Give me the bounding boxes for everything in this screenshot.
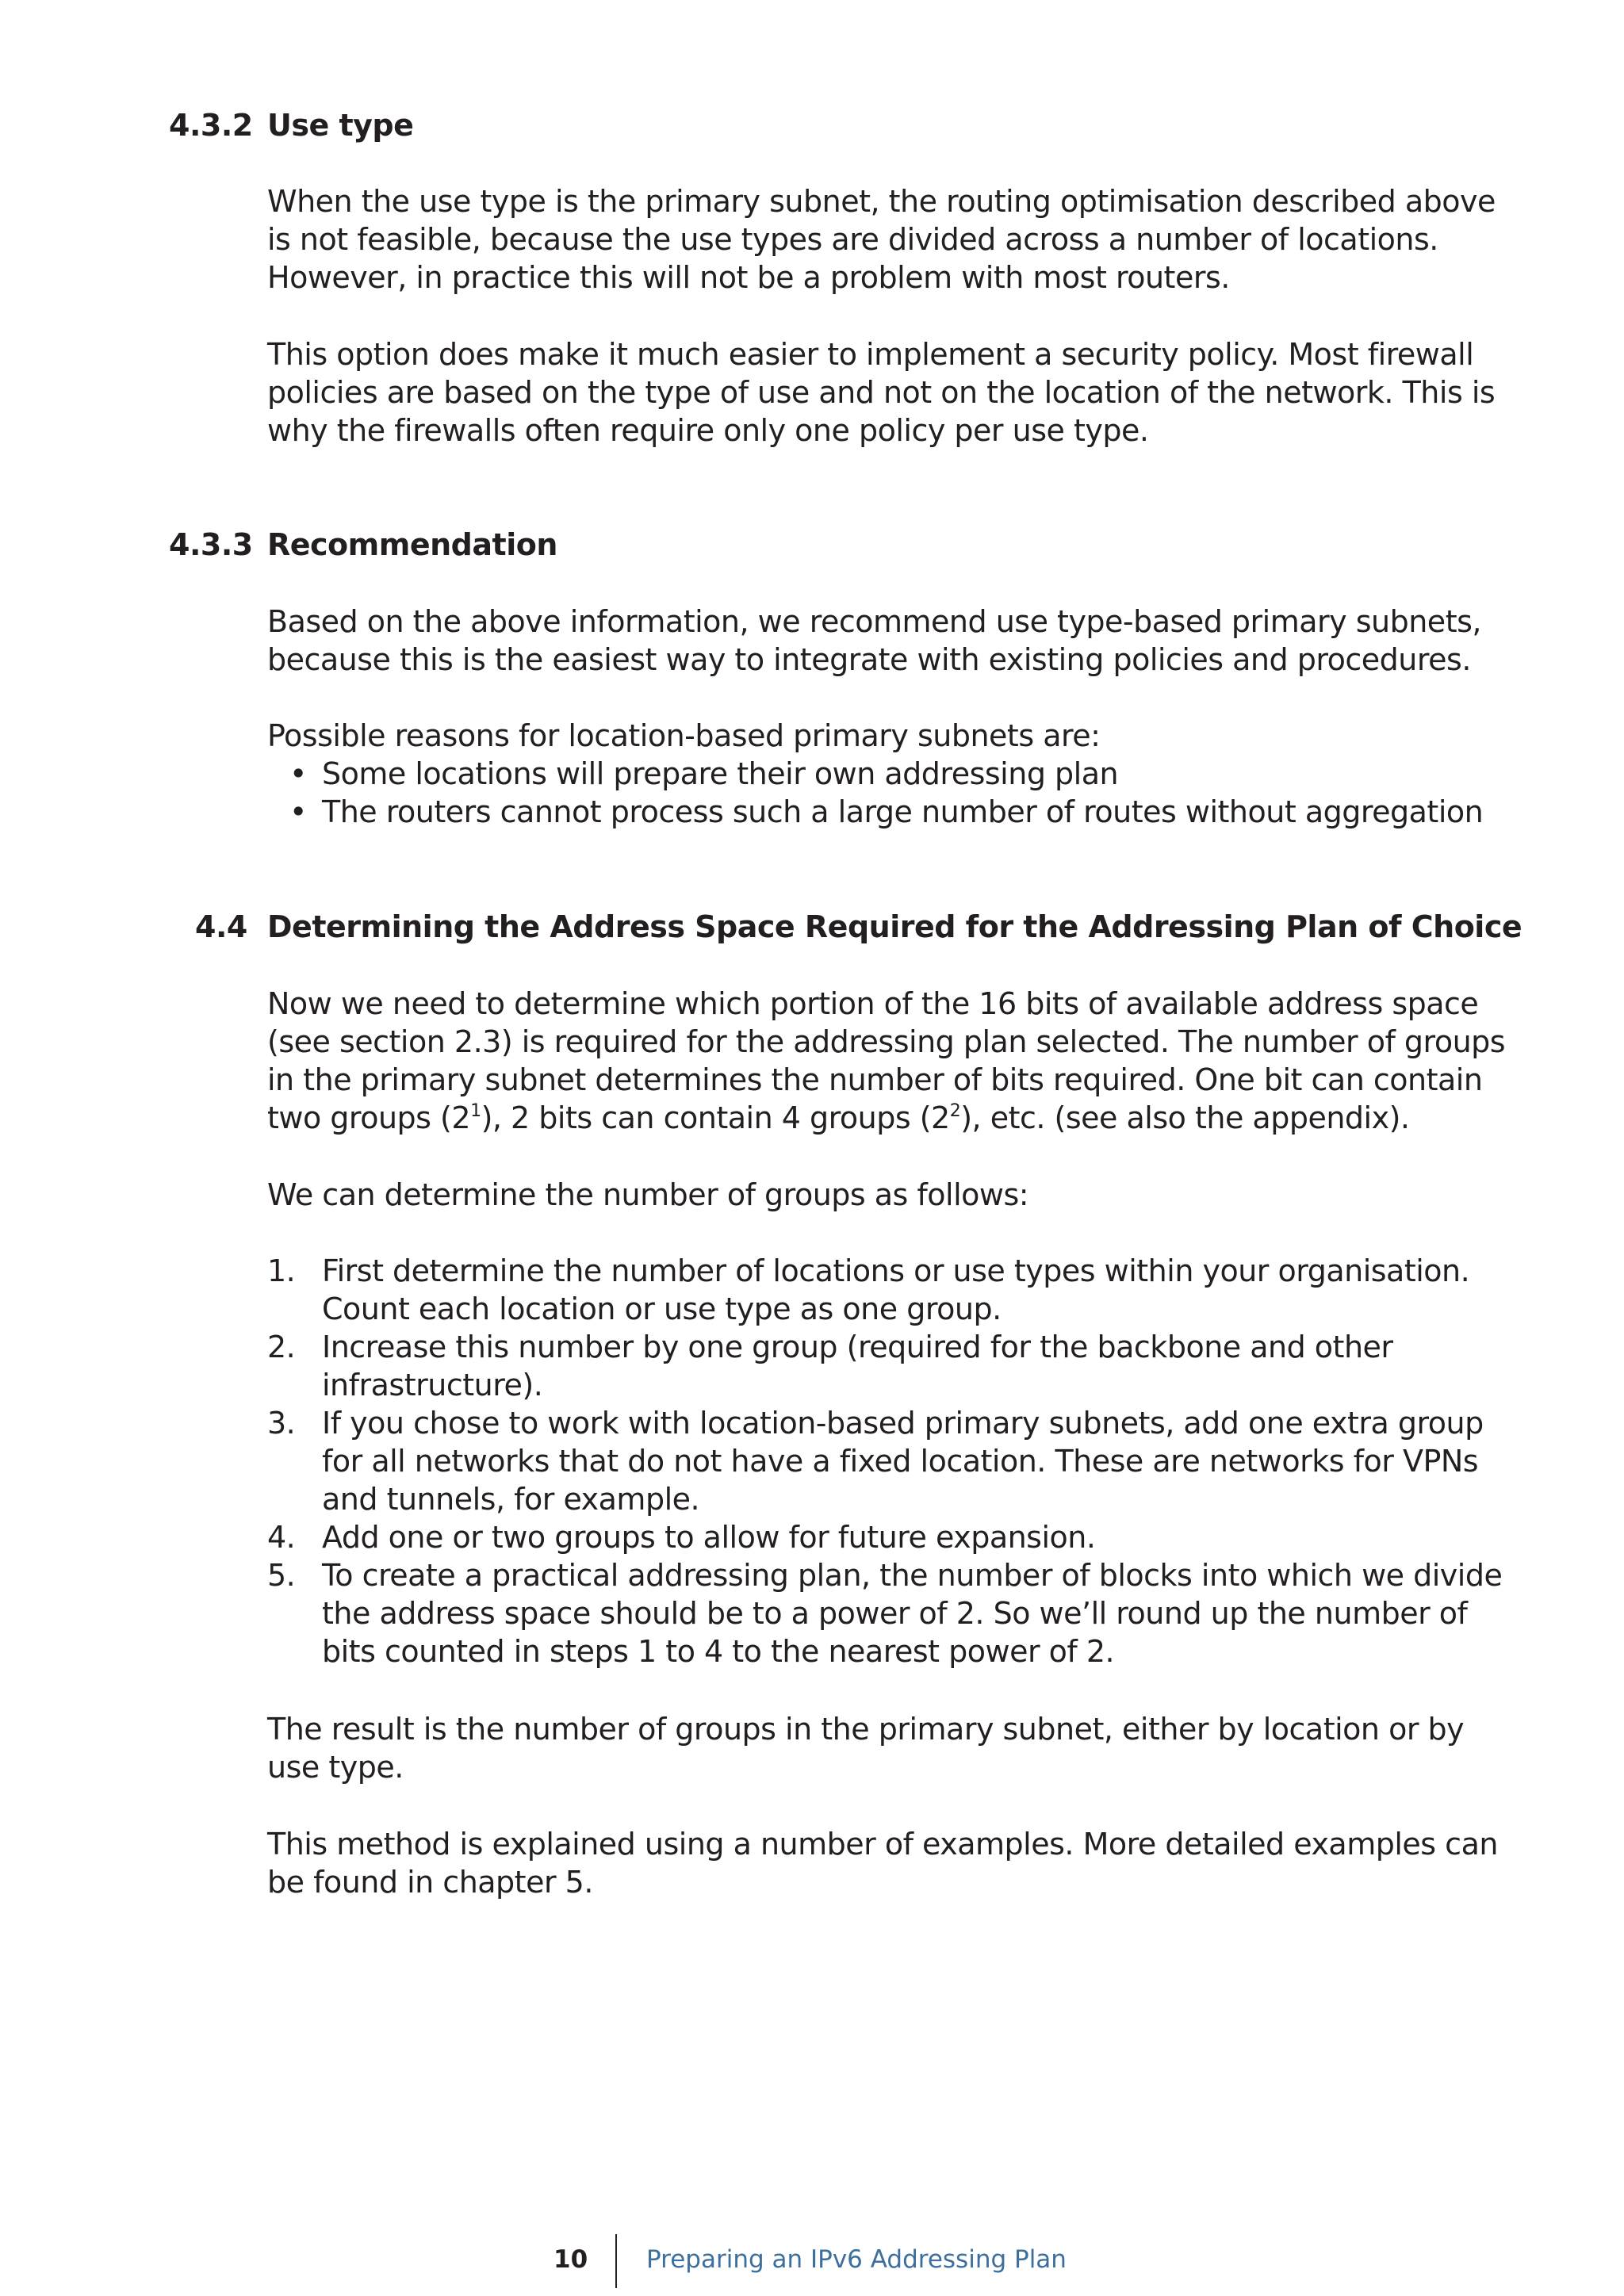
list-item: • The routers cannot process such a large number of routes without aggregation xyxy=(289,794,1484,829)
step-number: 1. xyxy=(267,1253,296,1288)
reasons-bullet-list xyxy=(267,755,1536,831)
section-number: 4.3.2 xyxy=(169,108,253,143)
step-number: 4. xyxy=(267,1520,296,1555)
step-number: 2. xyxy=(267,1330,296,1364)
list-item: 3. If you chose to work with location-based primary subnets, add one extra group for all networks that do not have a fixed location. These are networks for VPNs and tunnels, for example. xyxy=(267,1406,1484,1517)
step-number: 3. xyxy=(267,1406,296,1441)
section-number: 4.3.3 xyxy=(169,527,253,562)
list-item: 1. First determine the number of locations or use types within your organisation. Count each location or use type as one group. xyxy=(267,1253,1470,1326)
use-type-paragraph-1: When the use type is the primary subnet, the routing optimisation described above is not feasible, because the use types are divided across a number of locations. However, in practice this will not be a problem with most routers. xyxy=(267,184,1496,295)
step-number: 5. xyxy=(267,1558,296,1593)
section-number: 4.4 xyxy=(195,909,247,944)
bullet-mark: • xyxy=(289,756,307,791)
use-type-paragraph-2: This option does make it much easier to implement a security policy. Most firewall policies are based on the type of use and not on the location of the network. This is why the firewalls often require only one policy per use type. xyxy=(267,337,1496,448)
address-space-paragraph-4: This method is explained using a number of examples. More detailed examples can be found in chapter 5. xyxy=(267,1827,1498,1900)
list-item: 4. Add one or two groups to allow for future expansion. xyxy=(267,1520,1096,1555)
page-number: 10 xyxy=(553,2245,588,2274)
bullet-mark: • xyxy=(289,794,307,829)
footer-divider xyxy=(615,2234,617,2288)
address-space-paragraph-1: Now we need to determine which portion of the 16 bits of available address space (see section 2.3) is required for the addressing plan selected. The number of groups in the primary subnet determines the number of bits required. One bit can contain two groups $(2^1)$, 2 bits can contain 4 groups $(2^2)$, etc. (see also the appendix). xyxy=(267,986,1506,1135)
recommendation-paragraph-2: Possible reasons for location-based primary subnets are: xyxy=(267,718,1101,753)
list-item: • Some locations will prepare their own addressing plan xyxy=(289,756,1119,791)
address-space-paragraph-2: We can determine the number of groups as follows: xyxy=(267,1177,1029,1212)
section-title: Recommendation xyxy=(267,527,557,562)
list-item: 2. Increase this number by one group (required for the backbone and other infrastructure). xyxy=(267,1330,1393,1402)
section-title: Determining the Address Space Required for the Addressing Plan of Choice xyxy=(267,909,1522,944)
recommendation-paragraph-1: Based on the above information, we recommend use type-based primary subnets, because this is the easiest way to integrate with existing policies and procedures. xyxy=(267,604,1481,677)
list-item: 5. To create a practical addressing plan, the number of blocks into which we divide the address space should be to a power of 2. So we’ll round up the number of bits counted in steps 1 to 4 to the nearest power of 2. xyxy=(267,1558,1503,1669)
section-title: Use type xyxy=(267,108,414,143)
footer-document-title: Preparing an IPv6 Addressing Plan xyxy=(646,2245,1067,2274)
steps-numbered-list xyxy=(267,1252,1536,1670)
address-space-paragraph-3: The result is the number of groups in the primary subnet, either by location or by use type. xyxy=(267,1712,1465,1785)
